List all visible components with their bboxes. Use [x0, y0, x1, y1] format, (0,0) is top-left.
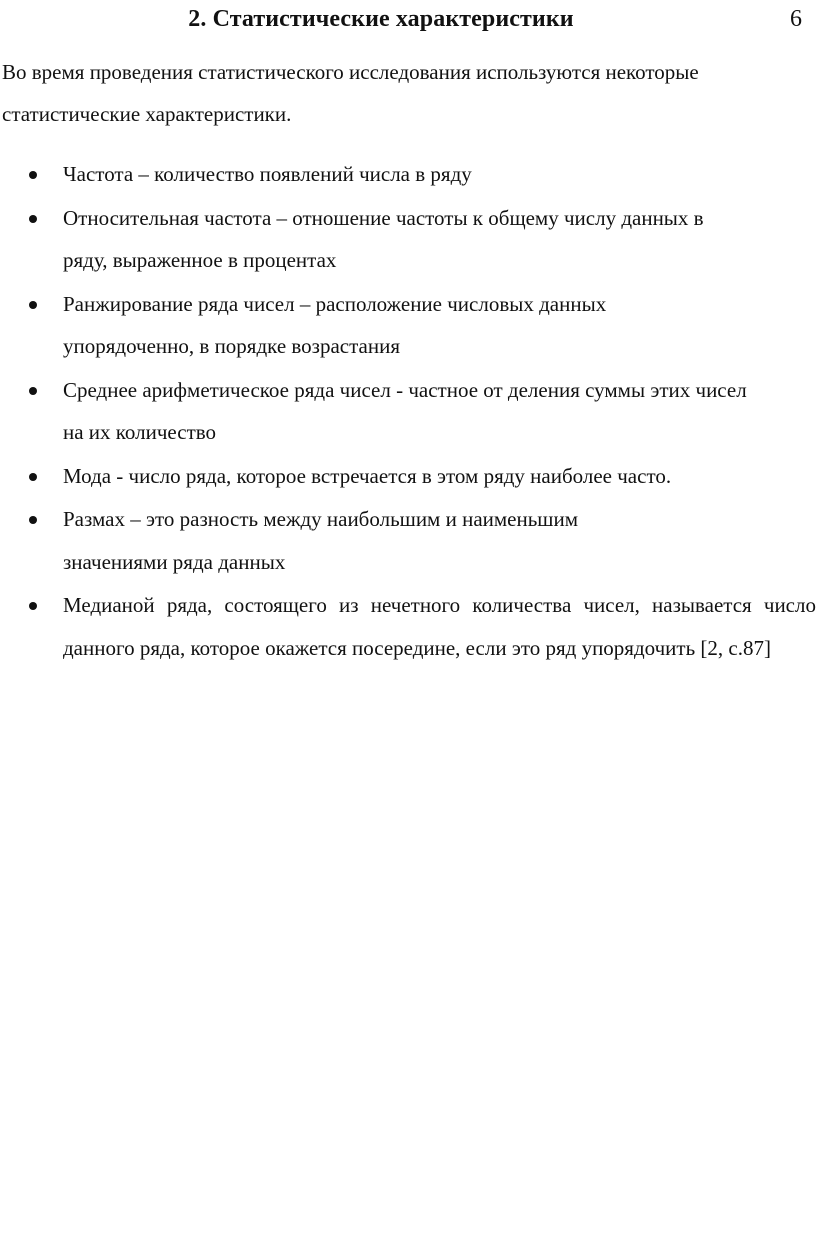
definitions-list [0, 153, 816, 670]
intro-paragraph: Во время проведения статистического исследования используются некоторые статистические характеристики. [2, 60, 699, 126]
list-item-text: Мода - число ряда, которое встречается в этом ряду наиболее часто. [63, 463, 672, 488]
bullet-icon [29, 516, 37, 524]
bullet-icon [29, 301, 37, 309]
list-item [0, 455, 816, 498]
list-item [0, 283, 703, 368]
list-item [0, 369, 753, 454]
list-item [0, 498, 673, 583]
list-item-text: Частота – количество появлений числа в ряду [63, 162, 472, 186]
list-item-text: Среднее арифметическое ряда чисел - частное от деления суммы этих чисел на их количество [63, 377, 747, 444]
bullet-icon [29, 602, 37, 610]
list-item-text: Ранжирование ряда чисел – расположение числовых данных упорядоченно, в порядке возрастания [63, 291, 607, 358]
bullet-icon [29, 387, 37, 395]
bullet-icon [29, 215, 37, 223]
list-item [0, 153, 816, 196]
list-item-text: Относительная частота – отношение частоты к общему числу данных в ряду, выраженное в процентах [63, 205, 704, 272]
list-item [0, 584, 816, 669]
list-item-text: Размах – это разность между наибольшим и наименьшим значениями ряда данных [63, 507, 579, 574]
list-item-text: Медианой ряда, состоящего из нечетного количества чисел, называется число данного ряда, которое окажется посередине, если это ряд упорядочить [2, с.87] [63, 593, 816, 660]
list-item [0, 197, 713, 282]
page-number: 6 [790, 6, 802, 32]
bullet-icon [29, 171, 37, 179]
section-title: 2. Статистические характеристики [188, 6, 574, 32]
bullet-icon [29, 473, 37, 481]
